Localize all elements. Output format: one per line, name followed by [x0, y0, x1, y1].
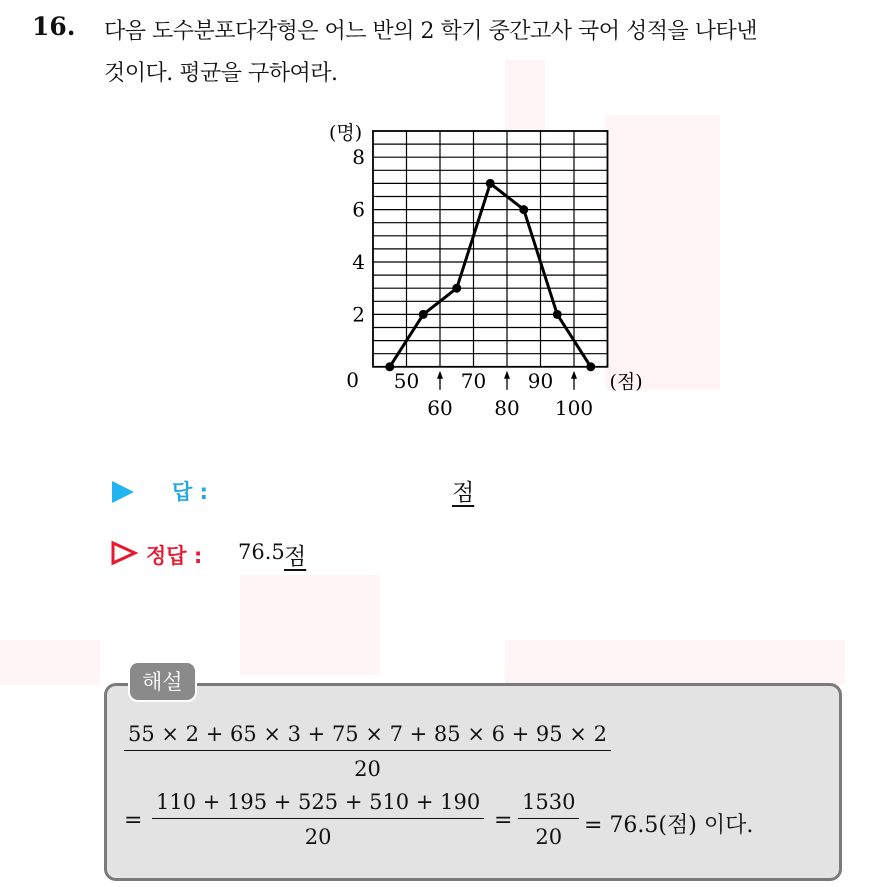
- x-tick-label: 80: [494, 395, 520, 420]
- x-tick-arrow-head: [504, 371, 510, 379]
- origin-label: 0: [346, 367, 359, 392]
- solution-fraction-3: [518, 790, 579, 849]
- watermark-block: [240, 575, 380, 675]
- x-tick-label: 60: [427, 395, 453, 420]
- data-point: [586, 362, 595, 371]
- x-tick-label: 70: [460, 368, 487, 393]
- frequency-polygon-chart: [325, 118, 645, 428]
- fraction-3-numerator: 1530: [518, 790, 579, 819]
- data-point: [452, 284, 461, 293]
- x-tick-label: 90: [527, 368, 554, 393]
- solution-fraction-2: [152, 790, 484, 849]
- correct-answer-value: 76.5: [238, 540, 285, 564]
- watermark-block: [0, 640, 100, 685]
- question-text-line-1: 다음 도수분포다각형은 어느 반의 2 학기 중간고사 국어 성적을 나타낸: [104, 19, 757, 44]
- data-point: [419, 310, 428, 319]
- solution-result: = 76.5(점) 이다.: [584, 813, 754, 838]
- x-axis-label: (점): [609, 370, 643, 393]
- question-text-line-2: 것이다. 평균을 구하여라.: [104, 61, 338, 86]
- fraction-1-numerator: 55 × 2 + 65 × 3 + 75 × 7 + 85 × 6 + 95 × 2: [124, 722, 611, 751]
- correct-answer-marker-icon: [110, 540, 138, 566]
- y-axis-label: (명): [329, 122, 363, 144]
- answer-label: 답 :: [172, 480, 208, 504]
- solution-tag: 해설: [128, 661, 197, 702]
- answer-marker-icon: [112, 481, 134, 503]
- data-point: [519, 205, 528, 214]
- solution-fraction-1: [124, 722, 611, 781]
- correct-answer-unit: 점: [284, 544, 307, 570]
- data-point: [385, 362, 394, 371]
- x-tick-arrow-head: [437, 371, 443, 379]
- answer-unit[interactable]: 점: [452, 480, 475, 506]
- y-tick-label: 8: [352, 145, 365, 170]
- y-tick-label: 6: [352, 197, 365, 222]
- fraction-2-denominator: 20: [304, 825, 332, 849]
- x-tick-arrow-head: [571, 371, 577, 379]
- question-number: 16.: [32, 12, 76, 41]
- y-tick-label: 2: [352, 302, 365, 327]
- equals-sign-2: =: [494, 808, 513, 833]
- data-point: [553, 310, 562, 319]
- fraction-3-denominator: 20: [535, 825, 563, 849]
- fraction-2-numerator: 110 + 195 + 525 + 510 + 190: [152, 790, 484, 819]
- watermark-block: [505, 640, 845, 685]
- y-tick-label: 4: [352, 250, 365, 274]
- x-tick-label: 50: [393, 368, 420, 393]
- data-point: [486, 179, 495, 188]
- x-tick-label: 100: [554, 395, 594, 420]
- equals-sign-1: =: [124, 808, 143, 833]
- correct-answer-label: 정답 :: [146, 544, 203, 568]
- fraction-1-denominator: 20: [354, 757, 381, 781]
- solution-box: [104, 683, 842, 881]
